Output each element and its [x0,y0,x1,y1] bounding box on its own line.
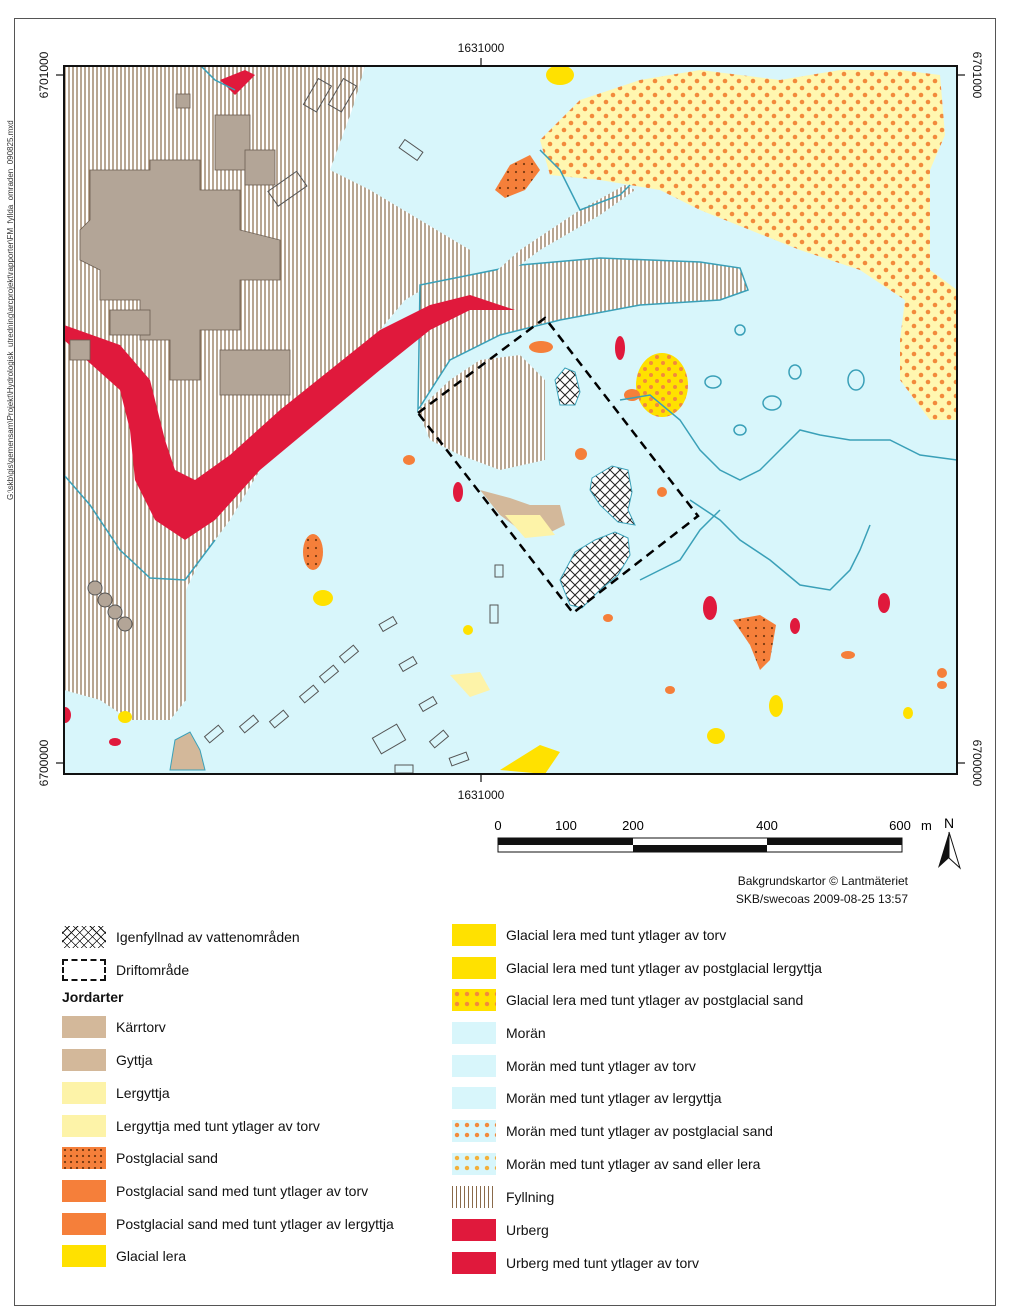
legend-item-postglacial-sand: Postglacial sand [62,1145,218,1171]
scale-tick-600: 600 [889,818,911,833]
legend-swatch-dashed [62,959,106,981]
legend-swatch-crosshatch [62,926,106,948]
north-arrow [938,815,960,868]
legend-item-lergyttja-torv: Lergyttja med tunt ytlager av torv [62,1113,320,1139]
legend-item-lergyttja: Lergyttja [62,1080,170,1106]
legend-item-urberg-torv: Urberg med tunt ytlager av torv [452,1250,699,1276]
coord-right-top: 6701000 [970,51,984,99]
credit-line-1: Bakgrundskartor © Lantmäteriet [737,874,908,888]
legend-item-glacial-lera-torv: Glacial lera med tunt ytlager av torv [452,922,726,948]
coord-right-bottom: 6700000 [970,739,984,787]
postglacial-sand-w [303,534,323,570]
scale-unit: m [921,818,932,833]
coord-left-bottom: 6700000 [37,739,51,787]
north-label: N [943,815,955,831]
scale-tick-100: 100 [555,818,577,833]
legend-item-moran-sand-lera: Morän med tunt ytlager av sand eller lera [452,1151,760,1177]
glacial-top-patch [546,65,574,85]
file-path-label: G:\skb\gis\gemensam\Projekt\Hydrologisk_utredning\arcprojekt\rapporter\FM_fyllda_omraden_090825.mxd [6,120,15,500]
legend-item-driftomrade [62,957,189,983]
legend-item-moran-sand: Morän med tunt ytlager av postglacial sand [452,1118,773,1144]
legend-item-urberg: Urberg [452,1217,549,1243]
legend-item-glacial-lera: Glacial lera [62,1243,186,1269]
scale-tick-200: 200 [622,818,644,833]
legend-item-moran-torv: Morän med tunt ytlager av torv [452,1053,696,1079]
scale-tick-400: 400 [756,818,778,833]
coord-left-top: 6701000 [37,51,51,99]
legend-item-postglacial-sand-torv: Postglacial sand med tunt ytlager av torv [62,1178,368,1204]
scale-bar [494,818,931,852]
coord-bottom: 1631000 [457,788,505,802]
legend-item-glacial-lera-sand: Glacial lera med tunt ytlager av postglacial sand [452,987,803,1013]
credits [640,874,908,906]
legend-label: Igenfyllnad av vattenområden [116,929,300,945]
legend-title: Jordarter [62,989,124,1005]
legend-item-moran: Morän [452,1020,546,1046]
glacial-sand-patch [636,353,688,417]
legend-item-gyttja: Gyttja [62,1047,153,1073]
coord-top: 1631000 [457,41,505,55]
legend-label: Driftområde [116,962,190,978]
legend-item-igenfyllnad [62,924,300,950]
legend-item-glacial-lera-lergyttja: Glacial lera med tunt ytlager av postglacial lergyttja [452,955,822,981]
legend-item-karrtorv: Kärrtorv [62,1014,166,1040]
legend-item-fyllning: Fyllning [452,1184,554,1210]
legend-item-moran-lergyttja: Morän med tunt ytlager av lergyttja [452,1085,722,1111]
legend-item-postglacial-sand-lergyttja: Postglacial sand med tunt ytlager av lergyttja [62,1211,394,1237]
scale-tick-0: 0 [494,818,502,833]
credit-line-2: SKB/swecoas 2009-08-25 13:57 [735,892,908,906]
